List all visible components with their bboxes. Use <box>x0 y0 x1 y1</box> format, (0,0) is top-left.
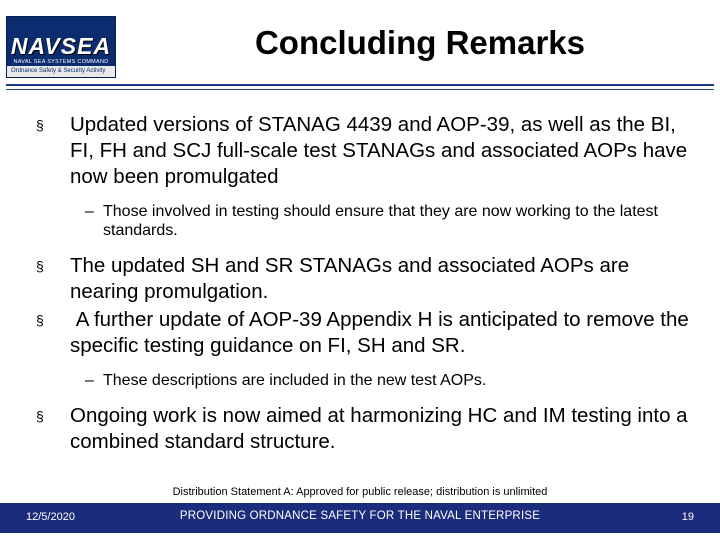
footer-date: 12/5/2020 <box>26 511 75 523</box>
footer-slogan: PROVIDING ORDNANCE SAFETY FOR THE NAVAL ENTERPRISE <box>179 510 541 522</box>
bullet-item <box>0 403 720 455</box>
bullet-text: Updated versions of STANAG 4439 and AOP-39, as well as the BI, FI, FH and SCJ full-scale test STANAGs and associated AOPs have now been promulgated <box>70 113 688 188</box>
bullet-square-icon: § <box>36 258 44 274</box>
navsea-logo <box>6 16 116 78</box>
title-divider <box>6 84 714 90</box>
logo-subtitle: NAVAL SEA SYSTEMS COMMAND <box>13 59 109 65</box>
bullet-square-icon: § <box>36 408 44 424</box>
bullet-square-icon: § <box>36 117 44 133</box>
sub-bullet-item <box>0 202 720 240</box>
logo-wordmark: NAVSEA <box>10 33 112 59</box>
bullet-square-icon: § <box>36 312 44 328</box>
sub-bullet-text: These descriptions are included in the new test AOPs. <box>103 372 487 389</box>
bullet-item <box>0 253 720 305</box>
bullet-item <box>0 112 720 190</box>
dash-icon: – <box>85 203 94 220</box>
page-number: 19 <box>681 511 694 523</box>
footer-bar <box>0 503 720 533</box>
bullet-text: The updated SH and SR STANAGs and associated AOPs are nearing promulgation. <box>70 254 630 303</box>
bullet-item <box>0 307 720 359</box>
bullet-text: A further update of AOP-39 Appendix H is anticipated to remove the specific testing guidance on FI, SH and SR. <box>70 308 695 357</box>
dash-icon: – <box>85 372 94 389</box>
slide-title: Concluding Remarks <box>254 24 586 61</box>
sub-bullet-item <box>0 371 720 390</box>
bullet-text: Ongoing work is now aimed at harmonizing HC and IM testing into a combined standard structure. <box>70 404 688 453</box>
distribution-statement: Distribution Statement A: Approved for public release; distribution is unlimited <box>172 486 548 498</box>
slide-content <box>0 112 720 455</box>
sub-bullet-text: Those involved in testing should ensure that they are now working to the latest standards. <box>103 203 658 239</box>
logo-band: Ordnance Safety & Security Activity <box>7 66 115 77</box>
